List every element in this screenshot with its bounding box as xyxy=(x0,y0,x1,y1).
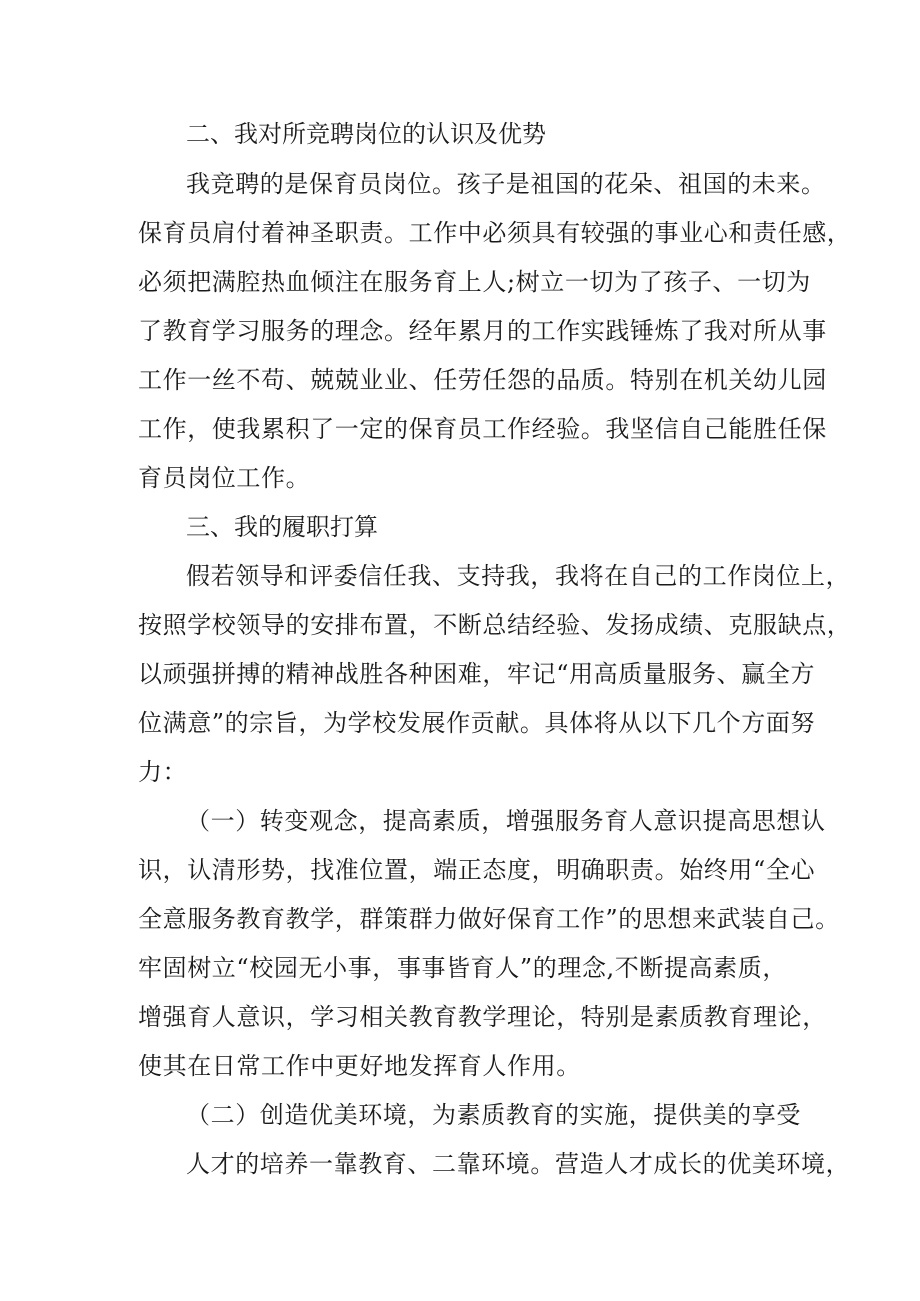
paragraph-line: 我竞聘的是保育员岗位。孩子是祖国的花朵、祖国的未来。 xyxy=(186,170,826,198)
paragraph-line: 按照学校领导的安排布置，不断总结经验、发扬成绩、克服缺点， xyxy=(138,611,852,639)
paragraph-line: 工作一丝不苟、兢兢业业、任劳任怨的品质。特别在机关幼儿园 xyxy=(138,366,827,394)
paragraph-line: （一）转变观念，提高素质，增强服务育人意识提高思想认 xyxy=(186,807,826,835)
paragraph-line: 力： xyxy=(138,758,188,786)
paragraph-line: 育员岗位工作。 xyxy=(138,464,311,492)
paragraph-line: 以顽强拼搏的精神战胜各种困难，牢记“用高质量服务、赢全方 xyxy=(138,660,816,688)
paragraph-line: 人才的培养一靠教育、二靠环境。营造人才成长的优美环境， xyxy=(186,1150,851,1178)
paragraph-line: 使其在日常工作中更好地发挥育人作用。 xyxy=(138,1052,581,1080)
section-heading: 二、我对所竞聘岗位的认识及优势 xyxy=(186,120,546,148)
paragraph-line: 假若领导和评委信任我、支持我，我将在自己的工作岗位上， xyxy=(186,562,851,590)
subsection-heading: （二）创造优美环境，为素质教育的实施，提供美的享受 xyxy=(186,1101,801,1129)
paragraph-line: 增强育人意识，学习相关教育教学理论，特别是素质教育理论， xyxy=(138,1003,827,1031)
paragraph-line: 牢固树立“校园无小事，事事皆育人”的理念,不断提高素质， xyxy=(138,954,787,982)
paragraph-line: 了教育学习服务的理念。经年累月的工作实践锤炼了我对所从事 xyxy=(138,317,827,345)
paragraph-line: 必须把满腔热血倾注在服务育上人;树立一切为了孩子、一切为 xyxy=(138,268,811,296)
section-heading: 三、我的履职打算 xyxy=(186,513,378,541)
paragraph-line: 识，认清形势，找准位置，端正态度，明确职责。始终用“全心 xyxy=(138,856,816,884)
paragraph-line: 工作，使我累积了一定的保育员工作经验。我坚信自己能胜任保 xyxy=(138,415,827,443)
paragraph-line: 全意服务教育教学，群策群力做好保育工作”的思想来武装自己。 xyxy=(138,905,840,933)
paragraph-line: 保育员肩付着神圣职责。工作中必须具有较强的事业心和责任感， xyxy=(138,219,852,247)
paragraph-line: 位满意”的宗旨，为学校发展作贡献。具体将从以下几个方面努 xyxy=(138,709,816,737)
